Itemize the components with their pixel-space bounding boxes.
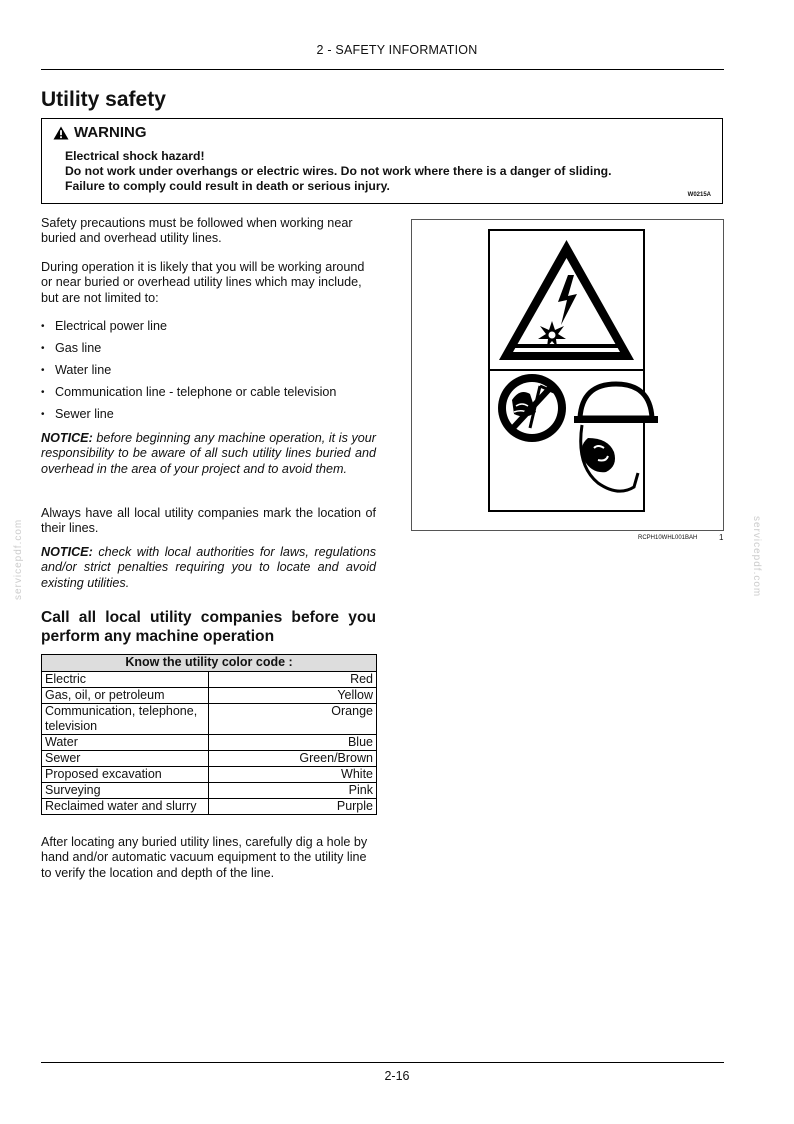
electrical-hazard-icon [499, 240, 634, 360]
table-row: Water Blue [42, 735, 377, 751]
table-row: Reclaimed water and slurry Purple [42, 799, 377, 815]
list-item: • Water line [41, 363, 376, 385]
safety-decal-figure [411, 219, 724, 531]
warning-triangle-icon [53, 126, 69, 140]
list-item: • Gas line [41, 341, 376, 363]
notice-paragraph-1: NOTICE: before beginning any machine operation, it is your responsibility to be aware of all such utility lines buried and overhead in the area of your project and to avoid them. [41, 431, 376, 476]
section-header: 2 - SAFETY INFORMATION [316, 43, 478, 57]
table-header: Know the utility color code : [42, 655, 377, 672]
list-item: • Communication line - telephone or cable television [41, 385, 376, 407]
footer-rule [41, 1062, 724, 1063]
table-row: Surveying Pink [42, 783, 377, 799]
safety-decal-illustration [412, 220, 723, 530]
figure-number: 1 [719, 533, 724, 542]
watermark-right: servicepdf.com [751, 516, 762, 598]
notice-paragraph-2: NOTICE: check with local authorities for laws, regulations and/or strict penalties requiring you to locate and avoid existing utilities. [41, 545, 376, 590]
warning-code: W0215A [687, 192, 711, 198]
warning-label: WARNING [74, 124, 147, 141]
warning-line-3: Failure to comply could result in death or serious injury. [65, 179, 390, 194]
list-item: • Sewer line [41, 407, 376, 429]
notice-label: NOTICE: [41, 545, 93, 559]
section-subheading: Call all local utility companies before you perform any machine operation [41, 609, 376, 645]
header-rule [41, 69, 724, 70]
mark-location-paragraph: Always have all local utility companies mark the location of their lines. [41, 506, 376, 536]
utility-bullet-list [41, 319, 376, 429]
intro-paragraph: Safety precautions must be followed when working near buried and overhead utility lines. [41, 216, 353, 246]
page-title: Utility safety [41, 88, 166, 111]
warning-heading [53, 124, 147, 141]
warning-line-1: Electrical shock hazard! [65, 149, 205, 163]
table-row: Communication, telephone, television Orange [42, 704, 377, 735]
table-row: Gas, oil, or petroleum Yellow [42, 688, 377, 704]
utility-color-code-table [41, 654, 377, 815]
figure-code: RCPH10WHL001BAH [638, 535, 698, 541]
notice-label: NOTICE: [41, 431, 93, 445]
no-digging-icon [498, 374, 566, 442]
page-number: 2-16 [384, 1069, 410, 1083]
table-row: Sewer Green/Brown [42, 751, 377, 767]
watermark-left: servicepdf.com [13, 518, 24, 600]
warning-box [41, 118, 723, 204]
list-item: • Electrical power line [41, 319, 376, 341]
table-row: Electric Red [42, 672, 377, 688]
warning-line-2: Do not work under overhangs or electric wires. Do not work where there is a danger of sliding. [65, 164, 612, 179]
hard-hat-worker-icon [574, 384, 658, 491]
operation-paragraph: During operation it is likely that you will be working around or near buried or overhead utility lines which may include, but are not limited to: [41, 260, 365, 305]
closing-paragraph: After locating any buried utility lines, carefully dig a hole by hand and/or automatic vacuum equipment to the utility line to verify the location and depth of the line. [41, 835, 368, 880]
table-row: Proposed excavation White [42, 767, 377, 783]
